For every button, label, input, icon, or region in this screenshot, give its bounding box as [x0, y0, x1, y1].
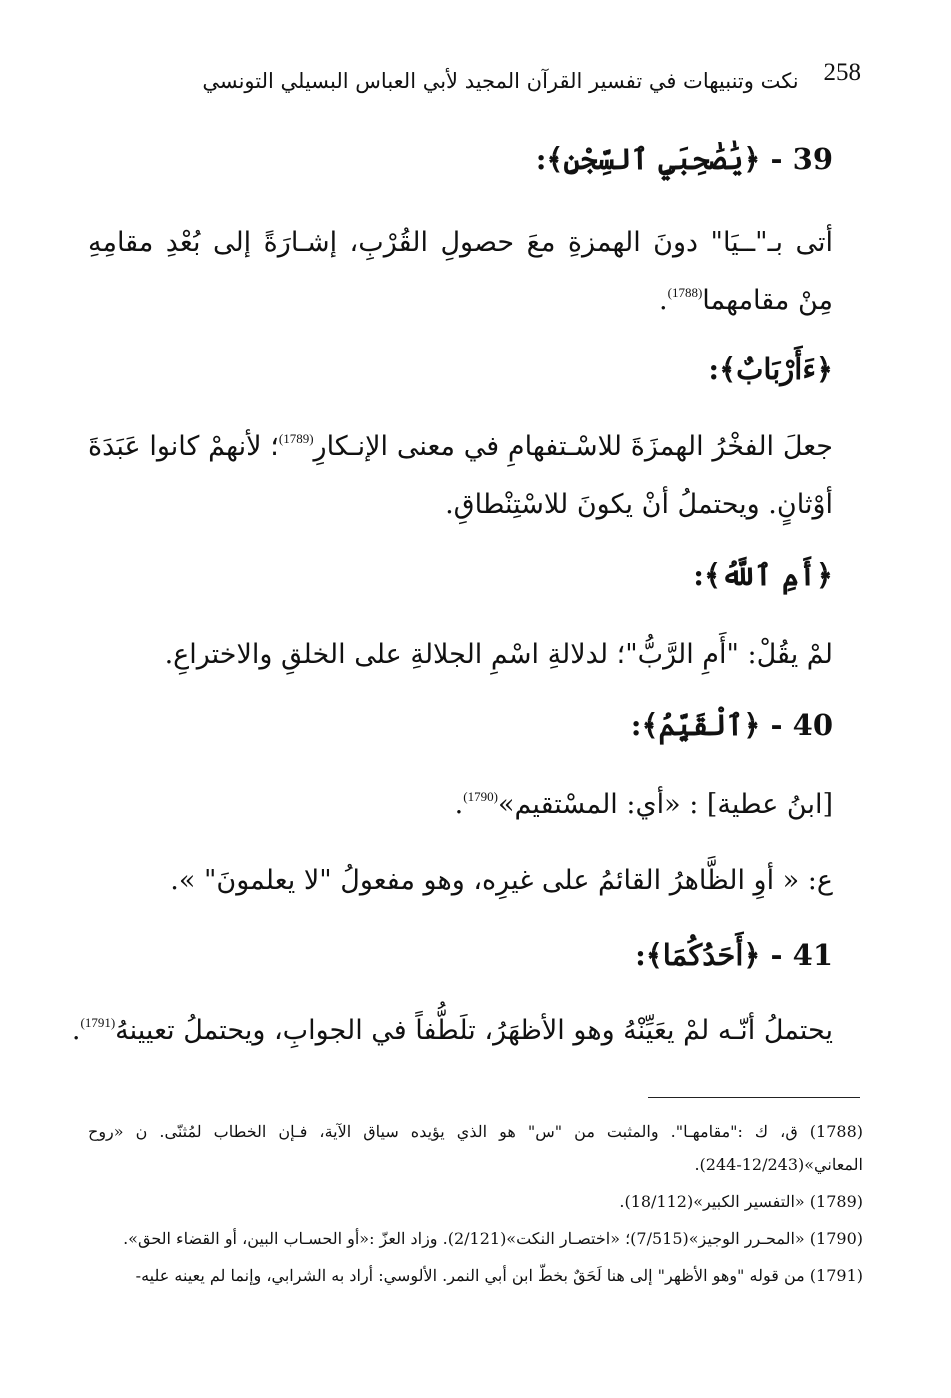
entry-heading-39: 39 - ﴿يَٰصَٰحِبَيِ ٱلسِّجْنِ﴾: — [535, 142, 833, 176]
paragraph-tail: . — [71, 1015, 81, 1046]
footnotes — [88, 1115, 863, 1296]
paragraph-tail: . — [454, 789, 464, 820]
paragraph-4 — [88, 776, 833, 834]
paragraph-text: [ابنُ عطية] : «أي: المسْتقيم» — [497, 789, 833, 820]
paragraph-text: جعلَ الفخْرُ الهمزَةَ للاسْـتفهامِ في معنى الإنـكارِ — [313, 431, 833, 462]
running-title: نكت وتنبيهات في تفسير القرآن المجيد لأبي العباس البسيلي التونسي — [202, 69, 799, 93]
entry-heading-41: 41 - ﴿أَحَدُكُمَا﴾: — [635, 938, 833, 972]
paragraph-2 — [88, 418, 833, 534]
paragraph-3 — [88, 626, 833, 684]
footnote-1789: (1789) «التفسير الكبير»(18/112). — [619, 1192, 863, 1211]
paragraph-1 — [88, 214, 833, 330]
entry-heading-amillah: ﴿أَمِ ٱللَّهُ﴾: — [693, 558, 833, 592]
entry-heading-arbab: ﴿ءَأَرْبَابٌ﴾: — [708, 352, 833, 386]
footnote-ref-1789: (1789) — [278, 431, 314, 446]
entry-heading-40: 40 - ﴿ٱلْقَيِّمُ﴾: — [630, 708, 833, 742]
footnote-ref-1788: (1788) — [667, 285, 703, 300]
paragraph-text: لمْ يقُلْ: "أَمِ الرَّبُّ"؛ لدلالةِ اسْمِ الجلالةِ على الخلقِ والاختراعِ. — [164, 639, 833, 670]
footnote-ref-1791: (1791) — [80, 1015, 116, 1030]
footnote-1791: (1791) من قوله "وهو الأظهر" إلى هنا لَحَقٌ بخطّ ابن أبي النمر. الألوسي: أراد به الشرابي، وإنما لم يعينه عليه- — [135, 1266, 863, 1285]
page-header — [90, 55, 861, 105]
paragraph-text: ع: « أوِ الظَّاهرُ القائمُ على غيرِه، وهو مفعولُ "لا يعلمونَ" ». — [170, 865, 833, 896]
footnote-1790: (1790) «المحـرر الوجيز»(7/515)؛ «اختصـار النكت»(2/121). وزاد العزّ :«أو الحسـاب البين، أو القضاء الحق». — [123, 1229, 863, 1248]
paragraph-text: يحتملُ أنّـه لمْ يعَيِّنْهُ وهو الأظهَرُ، تلَطُّفاً في الجوابِ، ويحتملُ تعيينهُ — [115, 1015, 833, 1046]
footnote-ref-1790: (1790) — [463, 789, 498, 804]
footnote-1788: (1788) ق، ك :"مقامهـا". والمثبت من "س" هو الذي يؤيده سياق الآية، فـإن الخطاب لمُثنّى. ن «روح المعاني»(12/243-244). — [88, 1122, 863, 1174]
paragraph-text: أتى بـ"ــيَا" دونَ الهمزةِ معَ حصولِ القُرْبِ، إشـارَةً إلى بُعْدِ مقامِهِ مِنْ مقامهما — [88, 227, 833, 316]
footnote-divider — [648, 1097, 860, 1098]
page-number: 258 — [823, 59, 861, 86]
paragraph-5 — [88, 852, 833, 910]
paragraph-tail: . — [659, 285, 668, 316]
paragraph-6 — [71, 1002, 833, 1060]
paragraph-tail: ؛ لأنهمْ كانوا عَبَدَةَ أوْثانٍ. ويحتملُ أنْ يكونَ للاسْتِنْطاقِ. — [88, 431, 833, 520]
